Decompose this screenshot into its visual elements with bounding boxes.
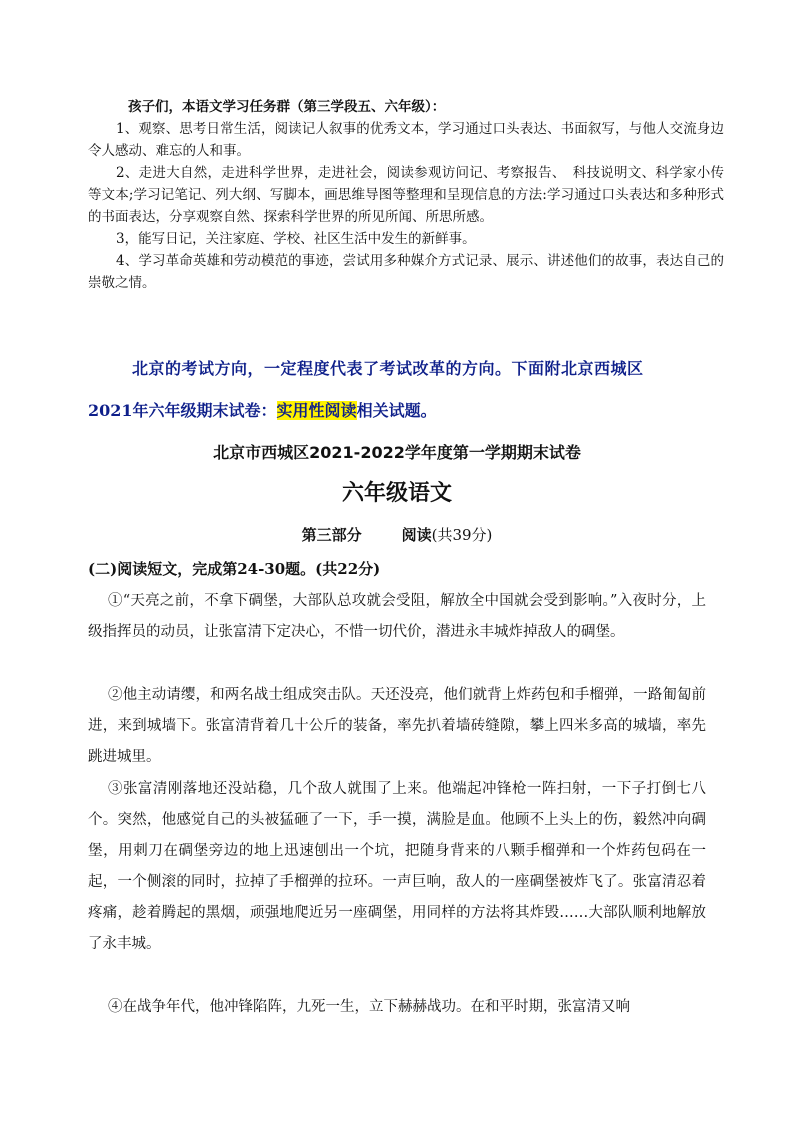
intro-item: 4、学习革命英雄和劳动模范的事迹，尝试用多种媒介方式记录、展示、讲述他们的故事，表达自己的崇敬之情。 [88,253,724,291]
intro-lead: 孩子们，本语文学习任务群（第三学段五、六年级）： [128,99,446,115]
section-heading: (二)阅读短文，完成第24-30题。(共22分) [88,560,381,578]
passage-paragraph [88,586,706,648]
intro-item: 1、观察、思考日常生活，阅读记人叙事的优秀文本，学习通过口头表达、书面叙写，与他人交流身边令人感动、难忘的人和事。 [88,121,724,159]
intro-task-list [88,96,724,294]
paragraph-text: ③张富清刚落地还没站稳，几个敌人就围了上来。他端起冲锋枪一阵扫射，一下子打倒七八个。突然，他感觉自己的头被猛砸了一下，手一摸，满脸是血。他顾不上头上的伤，毅然冲向碉堡，用刺刀在碉堡旁边的地上迅速刨出一个坑，把随身背来的八颗手榴弹和一个炸药包码在一起，一个侧滚的同时，拉掉了手榴弹的拉环。一声巨响，敌人的一座碉堡被炸飞了。张富清忍着疼痛，趁着腾起的黑烟，顽强地爬近另一座碉堡，用同样的方法将其炸毁……大部队顺利地解放了永丰城。 [88,781,706,952]
exam-note-line2 [88,398,718,421]
paragraph-text: ②他主动请缨，和两名战士组成突击队。天还没亮，他们就背上炸药包和手榴弹，一路匍匐前进，来到城墙下。张富清背着几十公斤的装备，率先扒着墙砖缝隙，攀上四米多高的城墙，率先跳进城里。 [88,687,706,765]
exam-title: 北京市西城区2021-2022学年度第一学期期末试卷 [213,443,581,462]
note-prefix: 2021年六年级期末试卷： [88,401,277,420]
passage-paragraph [88,992,706,1023]
note-suffix: 相关试题。 [356,401,437,420]
intro-item: 2、走进大自然，走进科学世界，走进社会，阅读参观访问记、考察报告、 科技说明文、科学家小传等文本;学习记笔记、列大纲、写脚本，画思维导图等整理和呈现信息的方法:学习通过口头表达和多种形式的书面表达，分享观察自然、探索科学世界的所见所闻、所思所感。 [88,165,724,225]
part-topic: 阅读 [401,526,432,544]
paragraph-text: ④在战争年代，他冲锋陷阵，九死一生，立下赫赫战功。在和平时期，张富清又响 [108,999,630,1015]
paragraph-text: ①“天亮之前，不拿下碉堡，大部队总攻就会受阻，解放全中国就会受到影响。”入夜时分，上级指挥员的动员，让张富清下定决心，不惜一切代价，潜进永丰城炸掉敌人的碉堡。 [88,593,706,640]
part-name: 第三部分 [301,526,362,544]
highlighted-keyword: 实用性阅读 [276,401,357,420]
exam-note-line1: 北京的考试方向，一定程度代表了考试改革的方向。下面附北京西城区 [132,359,644,378]
part-title [0,524,794,545]
passage-paragraph [88,680,706,773]
subject-title: 六年级语文 [341,481,452,506]
intro-item: 3，能写日记，关注家庭、学校、社区生活中发生的新鲜事。 [116,231,476,247]
passage-paragraph [88,774,706,960]
part-score: (共39分) [431,526,493,544]
